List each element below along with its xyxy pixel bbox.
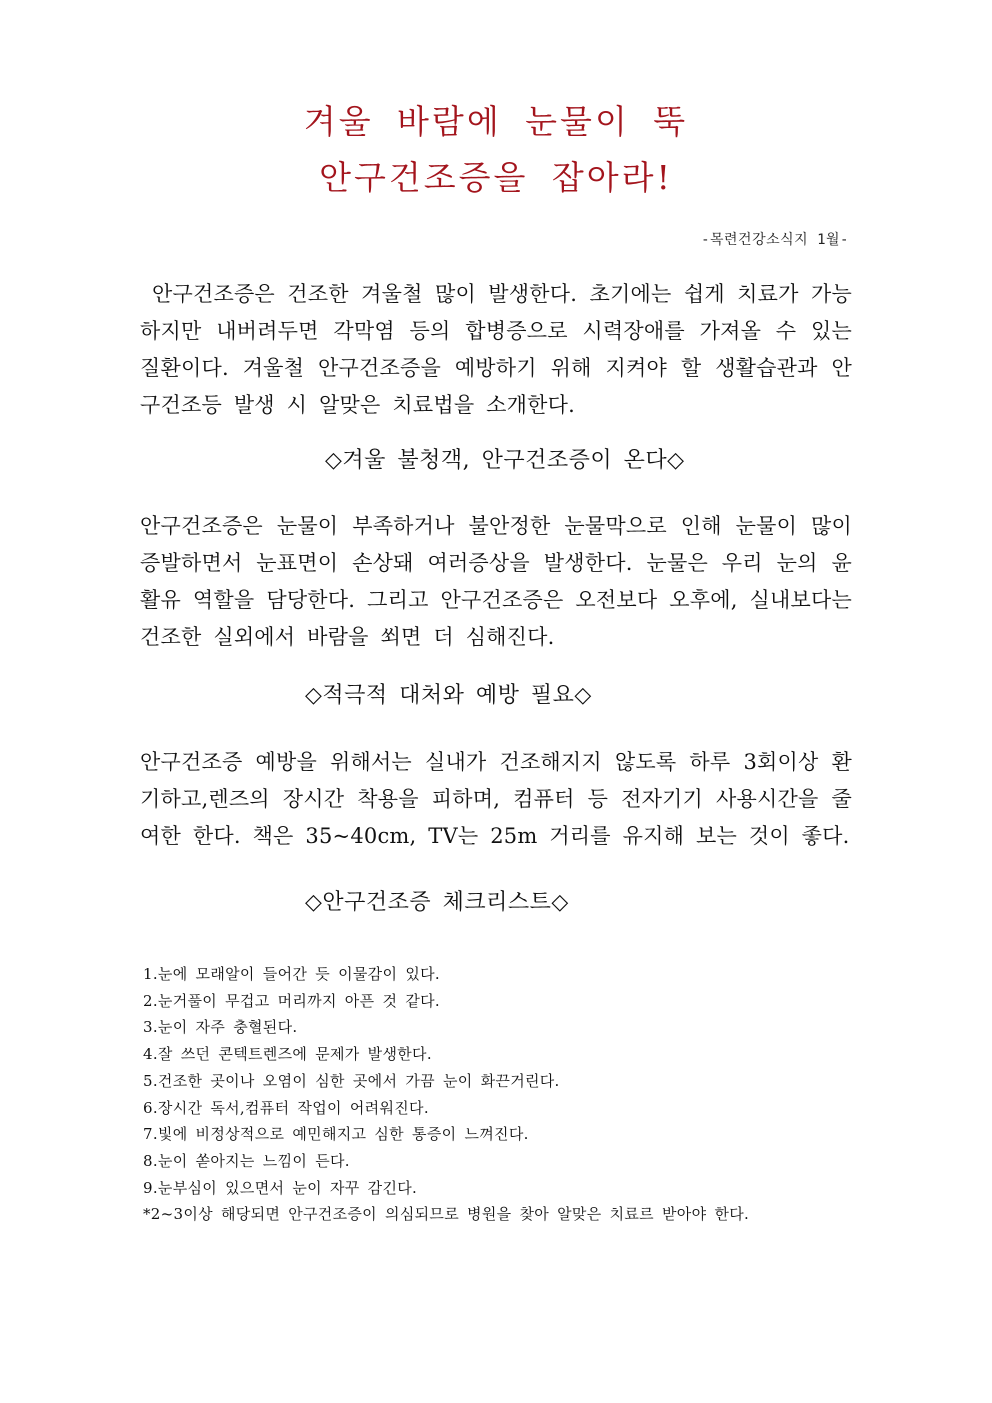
- title-line-2: 안구건조증을 잡아라!: [319, 158, 673, 197]
- section-body-winter: 안구건조증은 눈물이 부족하거나 불안정한 눈물막으로 인해 눈물이 많이 증발하면서 눈표면이 손상돼 여러증상을 발생한다. 눈물은 우리 눈의 윤활유 역할을 담당한다. 그리고 안구건조증은 오전보다 오후에, 실내보다는 건조한 실외에서 바람을 쐬면 더 심해진다.: [140, 514, 852, 649]
- checklist-item: 5.건조한 곳이나 오염이 심한 곳에서 가끔 눈이 화끈거린다.: [143, 1071, 560, 1090]
- section-heading-checklist: ◇안구건조증 체크리스트◇: [305, 890, 569, 915]
- section-body-prevention: 안구건조증 예방을 위해서는 실내가 건조해지지 않도록 하루 3회이상 환기하고,렌즈의 장시간 착용을 피하며, 컴퓨터 등 전자기기 사용시간을 줄여한 한다. 책은 35~40cm, TV는 25m 거리를 유지해 보는 것이 좋다.: [140, 750, 852, 848]
- checklist-item: 1.눈에 모래알이 들어간 듯 이물감이 있다.: [143, 965, 440, 983]
- checklist-item: 8.눈이 쏟아지는 느낌이 든다.: [143, 1151, 350, 1170]
- checklist-item: 3.눈이 자주 충혈된다.: [143, 1018, 298, 1037]
- checklist-item: 7.빛에 비정상적으로 예민해지고 심한 통증이 느껴진다.: [143, 1125, 529, 1144]
- intro-paragraph: 안구건조증은 건조한 겨울철 많이 발생한다. 초기에는 쉽게 치료가 가능하지만 내버려두면 각막염 등의 합병증으로 시력장애를 가져올 수 있는 질환이다. 겨울철 안구건조증을 예방하기 위해 지켜야 할 생활습관과 안구건조등 발생 시 알맞은 치료법을 소개한다.: [140, 282, 852, 417]
- checklist-note: *2~3이상 해당되면 안구건조증이 의심되므로 병원을 찾아 알맞은 치료르 받아야 한다.: [143, 1205, 750, 1224]
- checklist-item: 9.눈부심이 있으면서 눈이 자꾸 감긴다.: [143, 1178, 418, 1197]
- source-label: -목련건강소식지 1월-: [701, 232, 849, 248]
- checklist-item: 6.장시간 독서,컴퓨터 작업이 어려워진다.: [143, 1098, 429, 1117]
- title-line-1: 겨울 바람에 눈물이 뚝: [303, 102, 689, 141]
- section-heading-winter: ◇겨울 불청객, 안구건조증이 온다◇: [325, 448, 685, 473]
- checklist: [143, 961, 749, 1228]
- checklist-item: 4.잘 쓰던 콘텍트렌즈에 문제가 발생한다.: [143, 1045, 432, 1064]
- checklist-item: 2.눈거풀이 무겁고 머리까지 아픈 것 같다.: [143, 991, 440, 1010]
- section-heading-prevention: ◇적극적 대처와 예방 필요◇: [305, 683, 592, 708]
